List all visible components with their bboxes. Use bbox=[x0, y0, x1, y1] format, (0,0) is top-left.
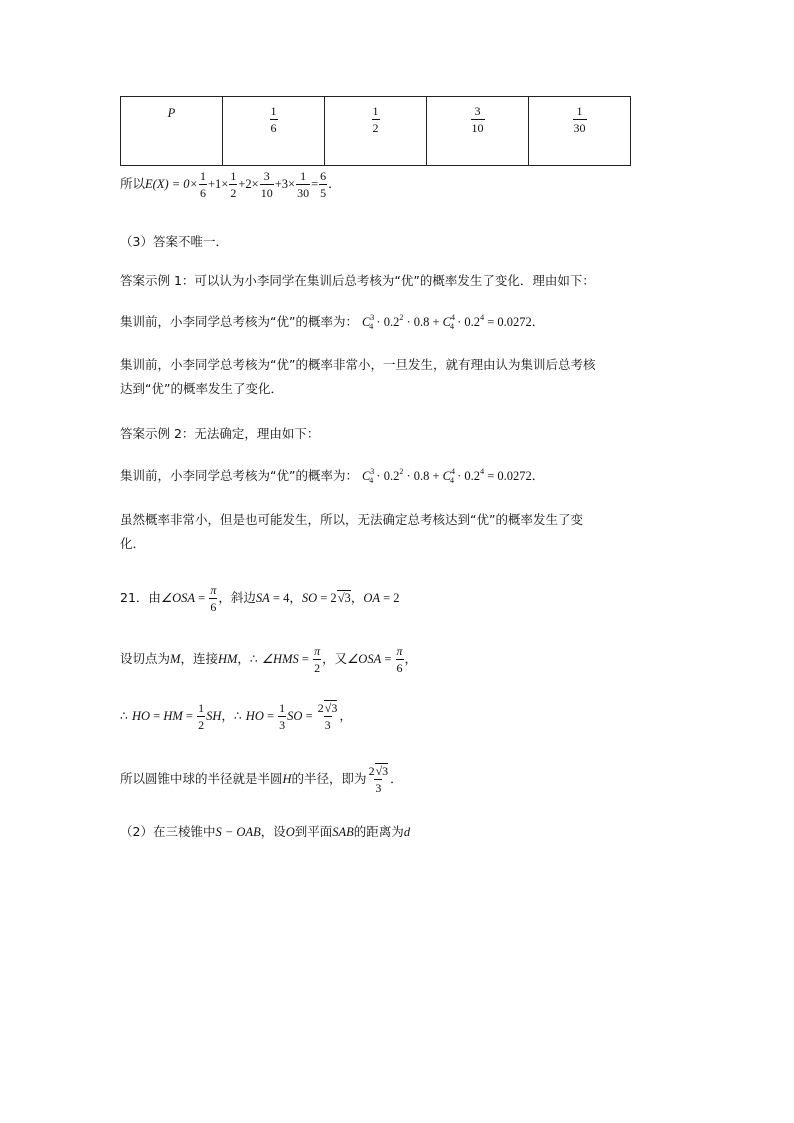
cell-denominator: 30 bbox=[573, 121, 586, 135]
prob-result: = 0.0272 bbox=[487, 315, 532, 329]
text: 集训前，小李同学总考核为“优”的概率为： bbox=[120, 314, 358, 329]
cell-denominator: 6 bbox=[270, 121, 277, 135]
text: （2）在三棱锥中 bbox=[120, 824, 216, 839]
text: 所以圆锥中球的半径就是半圆 bbox=[120, 771, 283, 786]
p-label: P bbox=[167, 106, 176, 120]
cell-numerator: 1 bbox=[576, 104, 583, 118]
text: ，斜边 bbox=[218, 590, 256, 605]
table-row bbox=[121, 97, 631, 166]
table-header-cell bbox=[121, 97, 223, 166]
text: 到平面 bbox=[294, 824, 333, 839]
text: 化． bbox=[120, 536, 146, 551]
example1-text: 答案示例 1：可以认为小李同学在集训后总考核为“优”的概率发生了变化．理由如下： bbox=[120, 273, 595, 288]
text: 设切点为 bbox=[120, 651, 171, 666]
cell-numerator: 3 bbox=[474, 104, 481, 118]
table-cell bbox=[529, 97, 631, 166]
q21-line: 21．由∠OSA = $\frac{\pi}{6}$ ，斜边SA = 4，SO = 2√3，OA = 2 bbox=[120, 583, 400, 614]
part3-heading: （3）答案不唯一． bbox=[120, 234, 228, 249]
expectation-line: 所以E(X) = 0× $\frac{1}{6}$ +1× $\frac{1}{2}$ +2× $\frac{3}{10}$ +3× $\frac{1}{30}$ = $\frac{6}{5}$ ． bbox=[120, 169, 341, 200]
prob-result: = 0.0272 bbox=[487, 469, 532, 483]
part2-line: （2）在三棱锥中S − OAB，设O到平面SAB的距离为d bbox=[120, 824, 411, 839]
text: 的距离为 bbox=[353, 824, 404, 839]
text: 虽然概率非常小，但是也可能发生，所以，无法确定总考核达到“优”的概率发生了变 bbox=[120, 512, 583, 527]
probability-table bbox=[120, 96, 631, 166]
cell-numerator: 1 bbox=[270, 104, 277, 118]
cell-numerator: 1 bbox=[372, 104, 379, 118]
radius-line: 所以圆锥中球的半径就是半圆H的半径，即为 $\frac{2√3}{3}$ ． bbox=[120, 764, 403, 795]
paragraph-2 bbox=[120, 508, 680, 556]
tangent-line: 设切点为M，连接HM，∴ ∠HMS = $\frac{\pi}{2}$ ，又∠OSA = $\frac{\pi}{6}$ ， bbox=[120, 644, 418, 675]
before-prob-line-2: 集训前，小李同学总考核为“优”的概率为： $C^3_4 \cdot 0.2^2 \cdot 0.8 + C^4_4 \cdot 0.2^4 = 0.0272$． bbox=[120, 467, 545, 485]
text: ，连接 bbox=[180, 651, 218, 666]
ho-line: ∴ HO = HM = $\frac{1}{2}$ SH，∴ HO = $\frac{1}{3}$ SO = $\frac{2√3}{3}$ ， bbox=[120, 701, 352, 732]
text: 所以 bbox=[120, 176, 146, 191]
text: ，设 bbox=[260, 824, 286, 839]
table-cell bbox=[325, 97, 427, 166]
paragraph-1 bbox=[120, 353, 680, 401]
cell-denominator: 2 bbox=[372, 121, 379, 135]
text: 集训前，小李同学总考核为“优”的概率为： bbox=[120, 468, 358, 483]
text: ，又 bbox=[322, 651, 348, 666]
example2-text: 答案示例 2：无法确定，理由如下： bbox=[120, 426, 320, 441]
cell-denominator: 10 bbox=[471, 121, 484, 135]
expectation-formula: E(X) = 0× bbox=[145, 177, 198, 191]
text: 21．由 bbox=[120, 590, 161, 605]
before-prob-line-1: 集训前，小李同学总考核为“优”的概率为： $C^3_4 \cdot 0.2^2 \cdot 0.8 + C^4_4 \cdot 0.2^4 = 0.0272$． bbox=[120, 313, 545, 331]
text: 的半径，即为 bbox=[291, 771, 367, 786]
table-cell bbox=[427, 97, 529, 166]
text: 达到“优”的概率发生了变化． bbox=[120, 381, 283, 396]
text: 集训前，小李同学总考核为“优”的概率非常小，一旦发生，就有理由认为集训后总考核 bbox=[120, 357, 596, 372]
table-cell bbox=[223, 97, 325, 166]
